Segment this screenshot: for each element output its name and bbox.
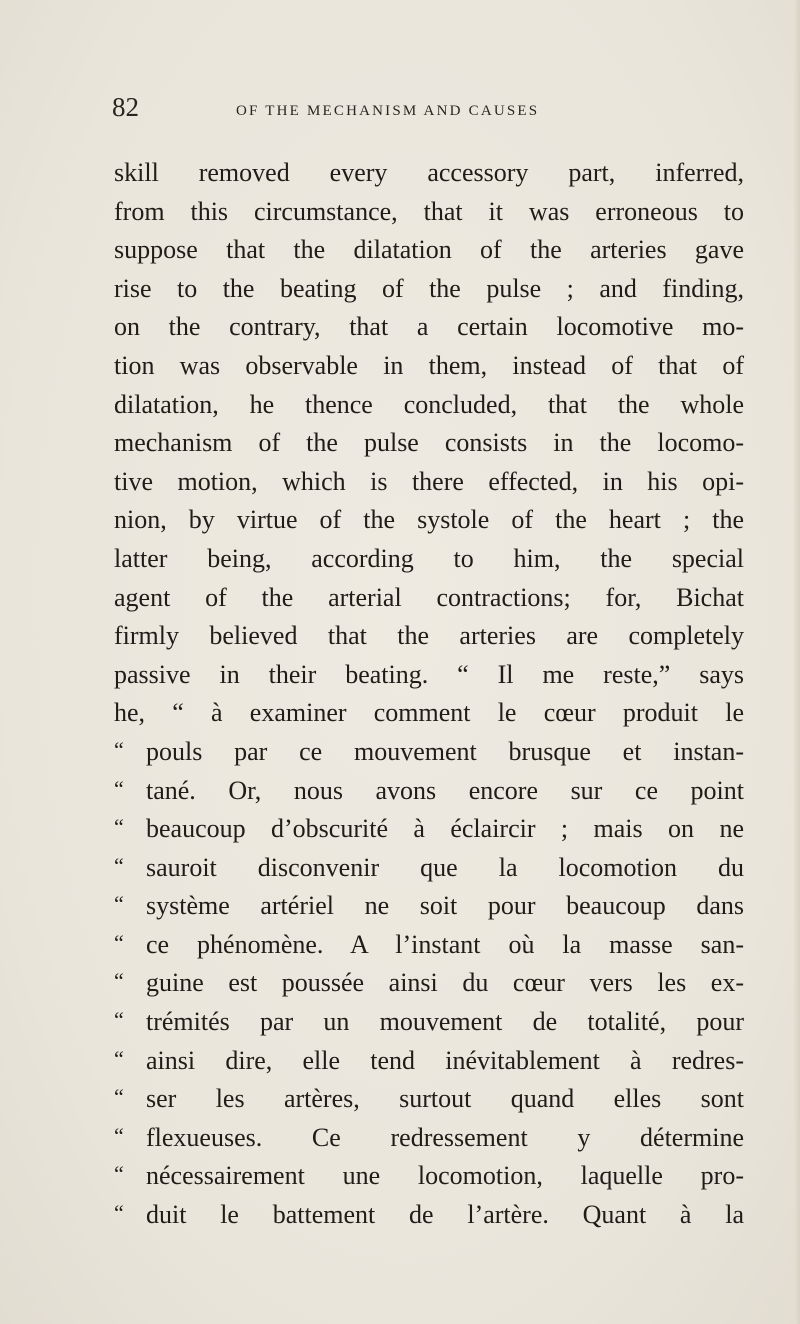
quote-mark: “ — [114, 891, 124, 917]
quote-mark: “ — [114, 1045, 124, 1071]
text-line: he, “ à examiner comment le cœur produit le — [114, 698, 744, 728]
body-text — [114, 154, 744, 1235]
quote-mark: “ — [114, 775, 124, 801]
text-line: agent of the arterial contractions; for, Bichat — [114, 582, 744, 612]
quoted-line — [114, 733, 744, 772]
quote-mark: “ — [114, 1200, 124, 1226]
quote-mark: “ — [114, 852, 124, 878]
quoted-line — [114, 810, 744, 849]
quoted-line — [114, 1080, 744, 1119]
quote-mark: “ — [114, 1007, 124, 1033]
text-line: tive motion, which is there effected, in his opi- — [114, 466, 744, 496]
quoted-line — [114, 926, 744, 965]
quote-mark: “ — [114, 1084, 124, 1110]
text-line: passive in their beating. “ Il me reste,” says — [114, 659, 744, 689]
quoted-line-text: ser les artères, surtout quand elles sont — [146, 1084, 744, 1114]
text-line: nion, by virtue of the systole of the heart ; the — [114, 505, 744, 535]
page-header — [112, 92, 742, 128]
quote-mark: “ — [114, 814, 124, 840]
quoted-line-text: trémités par un mouvement de totalité, pour — [146, 1007, 744, 1037]
quoted-line-text: guine est poussée ainsi du cœur vers les ex- — [146, 968, 744, 998]
quoted-line — [114, 1003, 744, 1042]
quoted-line-text: sauroit disconvenir que la locomotion du — [146, 852, 744, 882]
text-line: from this circumstance, that it was erroneous to — [114, 196, 744, 226]
page-edge — [794, 0, 800, 1324]
text-line: firmly believed that the arteries are completely — [114, 621, 744, 651]
text-line: on the contrary, that a certain locomotive mo- — [114, 312, 744, 342]
text-line: tion was observable in them, instead of that of — [114, 350, 744, 380]
quoted-line — [114, 887, 744, 926]
quoted-line-text: pouls par ce mouvement brusque et instan- — [146, 736, 744, 766]
quote-mark: “ — [114, 1161, 124, 1187]
text-line: rise to the beating of the pulse ; and finding, — [114, 273, 744, 303]
quoted-line — [114, 1119, 744, 1158]
quoted-line-text: duit le battement de l’artère. Quant à la — [146, 1200, 744, 1230]
text-line: skill removed every accessory part, inferred, — [114, 158, 744, 187]
quoted-line — [114, 1042, 744, 1081]
text-line: dilatation, he thence concluded, that the whole — [114, 389, 744, 419]
quoted-line — [114, 964, 744, 1003]
quoted-line — [114, 1196, 744, 1235]
quoted-line — [114, 849, 744, 888]
quoted-line-text: ce phénomène. A l’instant où la masse san- — [146, 929, 744, 959]
text-line: latter being, according to him, the special — [114, 543, 744, 573]
quote-mark: “ — [114, 929, 124, 955]
quoted-line — [114, 1157, 744, 1196]
text-line: suppose that the dilatation of the arteries gave — [114, 235, 744, 265]
running-head: OF THE MECHANISM AND CAUSES — [236, 103, 540, 119]
quote-mark: “ — [114, 968, 124, 994]
quote-mark: “ — [114, 736, 124, 762]
quoted-line-text: ainsi dire, elle tend inévitablement à redres- — [146, 1045, 744, 1075]
quoted-line — [114, 772, 744, 811]
quoted-line-text: système artériel ne soit pour beaucoup dans — [146, 891, 744, 921]
quoted-line-text: nécessairement une locomotion, laquelle pro- — [146, 1161, 744, 1191]
page-number: 82 — [112, 92, 139, 122]
quoted-line-text: flexueuses. Ce redressement y détermine — [146, 1122, 744, 1152]
quoted-line-text: tané. Or, nous avons encore sur ce point — [146, 775, 744, 805]
text-line: mechanism of the pulse consists in the locomo- — [114, 428, 744, 458]
quote-mark: “ — [114, 1122, 124, 1148]
quoted-line-text: beaucoup d’obscurité à éclaircir ; mais on ne — [146, 814, 744, 844]
